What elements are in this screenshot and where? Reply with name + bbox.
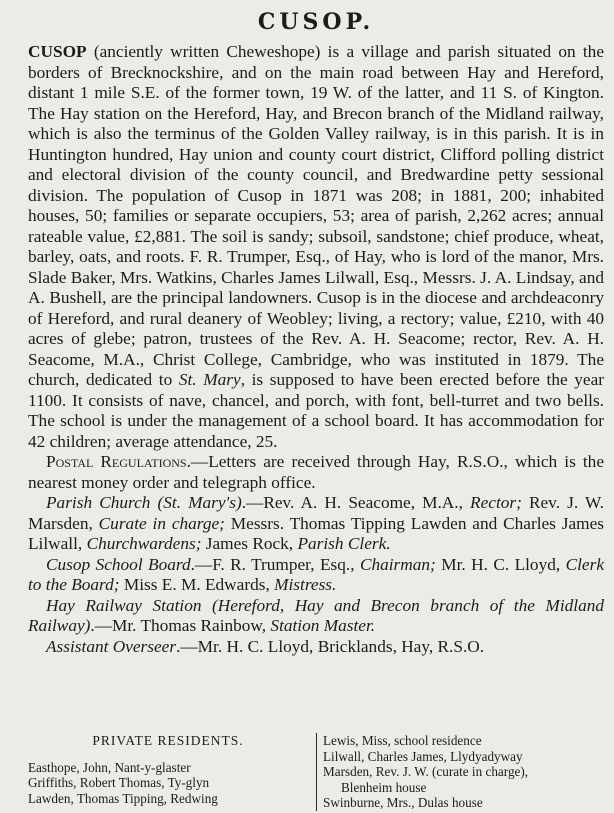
church-heading: Parish Church (St. Mary's) xyxy=(46,493,242,512)
postal-regulations xyxy=(28,452,604,493)
resident-entry: Lilwall, Charles James, Llydyadyway xyxy=(323,748,523,764)
church-text-3: Messrs. Thomas Tipping Lawden and Charles James Lilwall, xyxy=(28,513,604,553)
resident-entry: Lawden, Thomas Tipping, Redwing xyxy=(28,790,218,806)
station-text-1: .—Mr. Thomas Rainbow, xyxy=(90,616,271,635)
resident-entry: Swinburne, Mrs., Dulas house xyxy=(323,795,483,810)
church-text-1: .—Rev. A. H. Seacome, M.A., xyxy=(241,493,471,512)
resident-entry: Marsden, Rev. J. W. (curate in charge), xyxy=(323,764,529,779)
private-residents xyxy=(28,733,604,811)
church-role-2: Curate in charge; xyxy=(98,513,225,533)
church-text-2: Rev. J. W. Marsden, xyxy=(28,493,604,533)
resident-entry-continuation: Blenheim house xyxy=(341,779,427,795)
railway-station-entry xyxy=(28,596,604,637)
church-text-4: James Rock, xyxy=(201,534,298,553)
church-role-4: Parish Clerk. xyxy=(297,534,391,553)
postal-text: .—Letters are received through Hay, R.S.O., which is the nearest money order and telegraph office. xyxy=(28,452,604,492)
school-board-entry xyxy=(28,555,604,596)
school-role-3: Mistress. xyxy=(274,575,337,594)
residents-left-column xyxy=(28,733,316,811)
place-name: CUSOP xyxy=(28,42,87,61)
overseer-text: .—Mr. H. C. Lloyd, Bricklands, Hay, R.S.O. xyxy=(176,636,485,656)
parish-church-entry xyxy=(28,493,604,555)
resident-entry: Lewis, Miss, school residence xyxy=(323,733,482,748)
school-text-3: Miss E. M. Edwards, xyxy=(119,575,275,594)
intro-text: (anciently written Cheweshope) is a village and parish situated on the borders of Brecknockshire, and on the main road between Hay and Hereford, distant 1 mile S.E. of the former town, 19 W. of the latter, and 11 S. of Kington. The Hay station on the Hereford, Hay, and Brecon branch of the Midland railway, which is also the terminus of the Golden Valley railway, is in this parish. It is in Huntington hundred, Hay union and county court district, Clifford polling district and electoral division of the county council, and Bredwardine petty sessional division. The population of Cusop in 1871 was 208; in 1881, 200; inhabited houses, 50; families or separate occupiers, 53; area of parish, 2,262 acres; annual rateable value, £2,881. The soil is sandy; subsoil, sandstone; chief produce, wheat, barley, oats, and roots. F. R. Trumper, Esq., of Hay, who is lord of the manor, Mrs. Slade Baker, Mrs. Watkins, Charles James Lilwall, Esq., Messrs. J. A. Lindsay, and A. Bushell, are the principal landowners. Cusop is in the diocese and archdeaconry of Hereford, and rural deanery of Weobley; living, a rectory; value, £210, with 40 acres of glebe; patron, trustees of the Rev. A. H. Seacome; rector, Rev. A. H. Seacome, M.A., Christ College, Cambridge, who was instituted in 1879. The church, dedicated to xyxy=(28,42,604,389)
resident-entry: Easthope, John, Nant-y-glaster xyxy=(28,759,191,775)
church-role-3: Churchwardens; xyxy=(86,534,202,553)
postal-heading: Postal Regulations xyxy=(46,452,187,471)
church-dedication: St. Mary xyxy=(178,370,241,389)
resident-entry: Griffiths, Robert Thomas, Ty-glyn xyxy=(28,775,210,790)
school-role-2: Clerk to the Board; xyxy=(28,554,604,594)
assistant-overseer-entry xyxy=(28,637,604,658)
station-role-1: Station Master. xyxy=(270,616,376,635)
station-heading: Hay Railway Station (Hereford, Hay and Brecon branch of the Midland Railway) xyxy=(28,595,604,635)
school-text-1: .—F. R. Trumper, Esq., xyxy=(190,554,360,574)
church-role-1: Rector; xyxy=(470,493,522,512)
residents-heading: PRIVATE RESIDENTS. xyxy=(92,733,244,748)
school-text-2: Mr. H. C. Lloyd, xyxy=(435,554,566,574)
residents-right-column xyxy=(316,733,604,811)
intro-text-end: , is supposed to have been erected before the year 1100. It consists of nave, chancel, and porch, with font, bell-turret and two bells. The school is under the management of a school board. It has accommodation for 42 children; average attendance, 25. xyxy=(28,370,604,451)
school-heading: Cusop School Board xyxy=(46,554,191,574)
overseer-heading: Assistant Overseer xyxy=(46,636,177,656)
school-role-1: Chairman; xyxy=(359,554,436,574)
intro-paragraph xyxy=(28,42,604,452)
page-title: CUSOP. xyxy=(257,9,375,35)
